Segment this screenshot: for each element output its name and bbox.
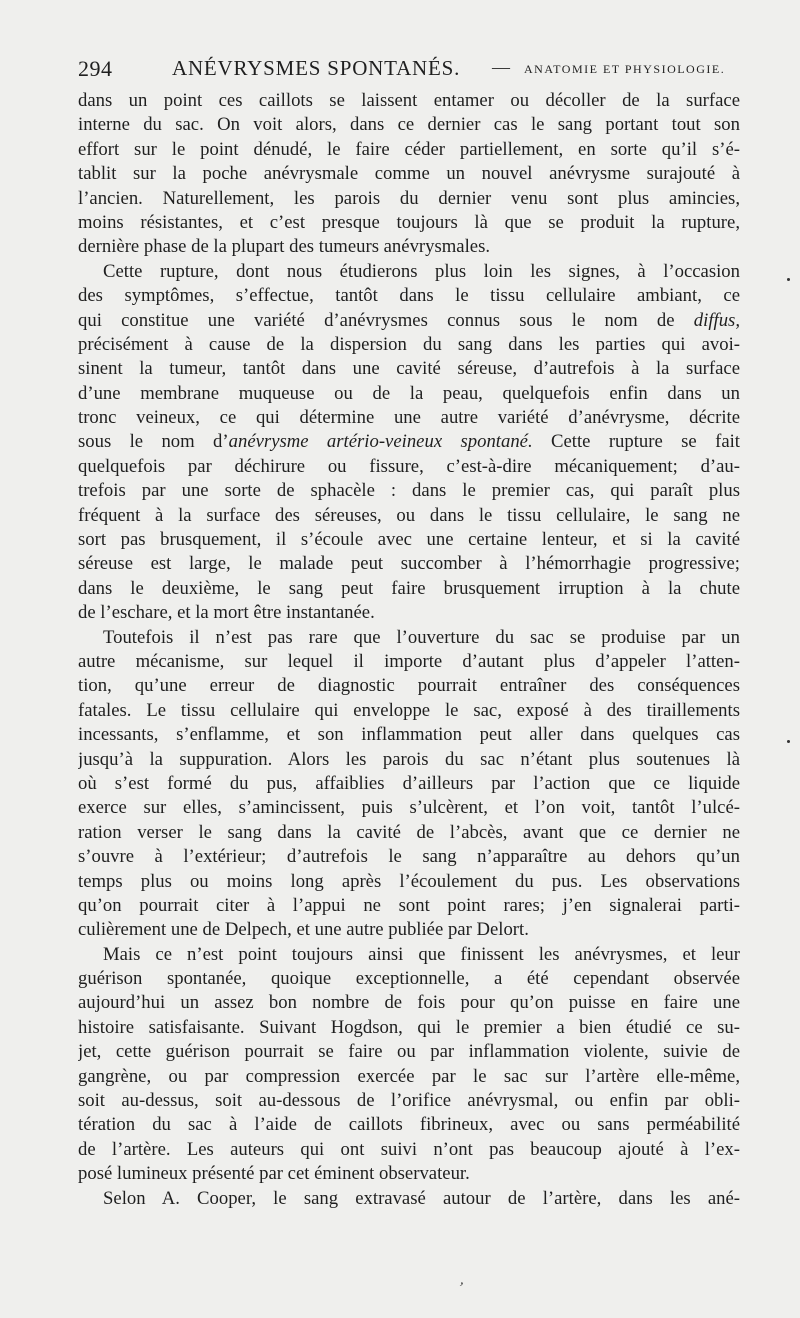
text-line-content: interne du sac. On voit alors, dans ce dernier cas le sang portant tout son bbox=[78, 114, 740, 136]
text-line-content: sinent la tumeur, tantôt dans une cavité séreuse, d’autrefois à la surface bbox=[78, 358, 740, 380]
text-line-content: où s’est formé du pus, affaiblies d’ailleurs par l’action que ce liquide bbox=[78, 772, 740, 794]
text-line-content: autre mécanisme, sur lequel il importe d’autant plus d’appeler l’atten- bbox=[78, 650, 740, 672]
text-line bbox=[78, 943, 740, 967]
text-line-content: effort sur le point dénudé, le faire céder partiellement, en sorte qu’il s’é- bbox=[78, 138, 740, 160]
text-line bbox=[78, 796, 740, 820]
text-line-content: trefois par une sorte de sphacèle : dans le premier cas, qui paraît plus bbox=[78, 480, 740, 502]
text-line bbox=[78, 1138, 740, 1162]
text-line bbox=[78, 1040, 740, 1064]
text-line bbox=[78, 626, 740, 650]
text-line-content: s’ouvre à l’extérieur; d’autrefois le sang n’apparaître au dehors qu’un bbox=[78, 846, 740, 868]
text-line bbox=[78, 89, 740, 113]
text-line bbox=[78, 162, 740, 186]
text-line-content: jet, cette guérison pourrait se faire ou par inflammation violente, suivie de bbox=[78, 1041, 740, 1063]
text-line-content: Mais ce n’est point toujours ainsi que finissent les anévrysmes, et leur bbox=[103, 943, 740, 965]
text-line bbox=[78, 1162, 740, 1186]
text-line-content: tablit sur la poche anévrysmale comme un nouvel anévrysme surajouté à bbox=[78, 163, 740, 185]
text-line bbox=[78, 406, 740, 430]
text-line bbox=[78, 1113, 740, 1137]
text-line bbox=[78, 723, 740, 747]
text-line bbox=[78, 601, 740, 625]
text-line-content: Toutefois il n’est pas rare que l’ouverture du sac se produise par un bbox=[103, 626, 740, 648]
text-line-content: dernière phase de la plupart des tumeurs anévrysmales. bbox=[78, 236, 491, 258]
text-line bbox=[78, 1016, 740, 1040]
text-line-content: histoire satisfaisante. Suivant Hogdson, qui le premier a bien étudié ce su- bbox=[78, 1016, 740, 1038]
text-line bbox=[78, 967, 740, 991]
text-line bbox=[78, 455, 740, 479]
text-line-content: des symptômes, s’effectue, tantôt dans le tissu cellulaire ambiant, ce bbox=[78, 285, 740, 307]
text-line bbox=[78, 187, 740, 211]
text-line bbox=[78, 113, 740, 137]
text-line bbox=[78, 284, 740, 308]
italic-term: anévrysme artério-veineux spontané. bbox=[228, 431, 533, 453]
text-line-content: Cette rupture, dont nous étudierons plus loin les signes, à l’occasion bbox=[103, 260, 740, 282]
text-line bbox=[78, 528, 740, 552]
text-line bbox=[78, 870, 740, 894]
text-line bbox=[78, 357, 740, 381]
text-line bbox=[78, 650, 740, 674]
text-line bbox=[78, 309, 740, 333]
text-line-content: fatales. Le tissu cellulaire qui enveloppe le sac, exposé à des tiraillements bbox=[78, 699, 740, 721]
running-header bbox=[78, 52, 768, 86]
text-line-content: ration verser le sang dans la cavité de l’abcès, avant que ce dernier ne bbox=[78, 821, 740, 843]
text-line-content: Selon A. Cooper, le sang extravasé autour de l’artère, dans les ané- bbox=[103, 1187, 740, 1209]
text-line bbox=[78, 504, 740, 528]
text-line bbox=[78, 552, 740, 576]
text-line bbox=[78, 991, 740, 1015]
text-line bbox=[78, 260, 740, 284]
text-line bbox=[78, 235, 740, 259]
text-line-content: précisément à cause de la dispersion du sang dans les parties qui avoi- bbox=[78, 333, 740, 355]
text-line-content: de l’eschare, et la mort être instantanée. bbox=[78, 602, 375, 624]
text-line-content: qui constitue une variété d’anévrysmes connus sous le nom de bbox=[78, 309, 694, 331]
text-line-content: sous le nom d’ bbox=[78, 431, 229, 453]
text-line bbox=[78, 430, 740, 454]
text-line-content: gangrène, ou par compression exercée par le sac sur l’artère elle-même, bbox=[78, 1065, 740, 1087]
text-line bbox=[78, 821, 740, 845]
text-line-content: exerce sur elles, s’amincissent, puis s’ulcèrent, et l’on voit, tantôt l’ulcé- bbox=[78, 797, 740, 819]
text-line-content: dans le deuxième, le sang peut faire brusquement irruption à la chute bbox=[78, 577, 740, 599]
stray-ink-mark: , bbox=[458, 1271, 468, 1289]
text-line bbox=[78, 748, 740, 772]
text-line bbox=[78, 138, 740, 162]
text-line bbox=[78, 699, 740, 723]
text-line-content: de l’artère. Les auteurs qui ont suivi n’ont pas beaucoup ajouté à l’ex- bbox=[78, 1138, 740, 1160]
text-line-content: l’ancien. Naturellement, les parois du dernier venu sont plus amincies, bbox=[78, 187, 740, 209]
text-line-content: guérison spontanée, quoique exceptionnelle, a été cependant observée bbox=[78, 968, 740, 990]
text-line-content: qu’on pourrait citer à l’appui ne sont point rares; j’en signalerai parti- bbox=[78, 894, 740, 916]
italic-term: diffus, bbox=[693, 309, 740, 331]
page-number: 294 bbox=[78, 56, 113, 81]
running-title: ANÉVRYSMES SPONTANÉS. bbox=[172, 56, 461, 80]
text-line-content: dans un point ces caillots se laissent entamer ou décoller de la surface bbox=[78, 90, 740, 111]
text-line-content: tion, qu’une erreur de diagnostic pourrait entraîner des conséquences bbox=[78, 675, 740, 697]
text-line bbox=[78, 211, 740, 235]
text-line bbox=[78, 577, 740, 601]
text-line-content: sort pas brusquement, il s’écoule avec une certaine lenteur, et si la cavité bbox=[78, 529, 740, 551]
text-line bbox=[78, 674, 740, 698]
text-line-content: séreuse est large, le malade peut succomber à l’hémorrhagie progressive; bbox=[78, 553, 740, 575]
margin-speck bbox=[787, 740, 790, 743]
text-line bbox=[78, 479, 740, 503]
text-line-content: aujourd’hui un assez bon nombre de fois pour qu’on puisse en faire une bbox=[78, 992, 740, 1014]
text-line-content: tronc veineux, ce qui détermine une autre variété d’anévrysme, décrite bbox=[78, 407, 740, 429]
text-line-content: fréquent à la surface des séreuses, ou dans le tissu cellulaire, le sang ne bbox=[78, 504, 740, 526]
text-line bbox=[78, 845, 740, 869]
text-line-content: jusqu’à la suppuration. Alors les parois du sac n’étant plus soutenues là bbox=[78, 748, 740, 770]
text-line bbox=[78, 1187, 740, 1211]
text-line-content: soit au-dessus, soit au-dessous de l’orifice anévrysmal, ou enfin par obli- bbox=[78, 1090, 740, 1112]
margin-speck bbox=[787, 278, 790, 281]
text-line-content: temps plus ou moins long après l’écoulement du pus. Les observations bbox=[78, 870, 740, 892]
running-separator: — bbox=[492, 57, 510, 77]
text-line-content: d’une membrane muqueuse ou de la peau, quelquefois enfin dans un bbox=[78, 382, 740, 404]
text-line bbox=[78, 333, 740, 357]
text-line bbox=[78, 918, 740, 942]
text-line-content: culièrement une de Delpech, et une autre publiée par Delort. bbox=[78, 919, 529, 941]
text-line-content: tération du sac à l’aide de caillots fibrineux, avec ou sans perméabilité bbox=[78, 1114, 740, 1136]
running-subtitle: ANATOMIE ET PHYSIOLOGIE. bbox=[524, 62, 726, 76]
body-text bbox=[78, 89, 740, 1211]
text-line bbox=[78, 1089, 740, 1113]
text-line bbox=[78, 1065, 740, 1089]
text-line-content: incessants, s’enflamme, et son inflammation peut aller dans quelques cas bbox=[78, 724, 740, 746]
text-line bbox=[78, 382, 740, 406]
text-line bbox=[78, 894, 740, 918]
text-line-content: moins résistantes, et c’est presque toujours là que se produit la rupture, bbox=[78, 211, 740, 233]
text-line-content: posé lumineux présenté par cet éminent observateur. bbox=[78, 1163, 470, 1185]
text-line-content: quelquefois par déchirure ou fissure, c’est-à-dire mécaniquement; d’au- bbox=[78, 455, 740, 477]
text-line bbox=[78, 772, 740, 796]
text-line-tail: Cette rupture se fait bbox=[532, 431, 740, 453]
